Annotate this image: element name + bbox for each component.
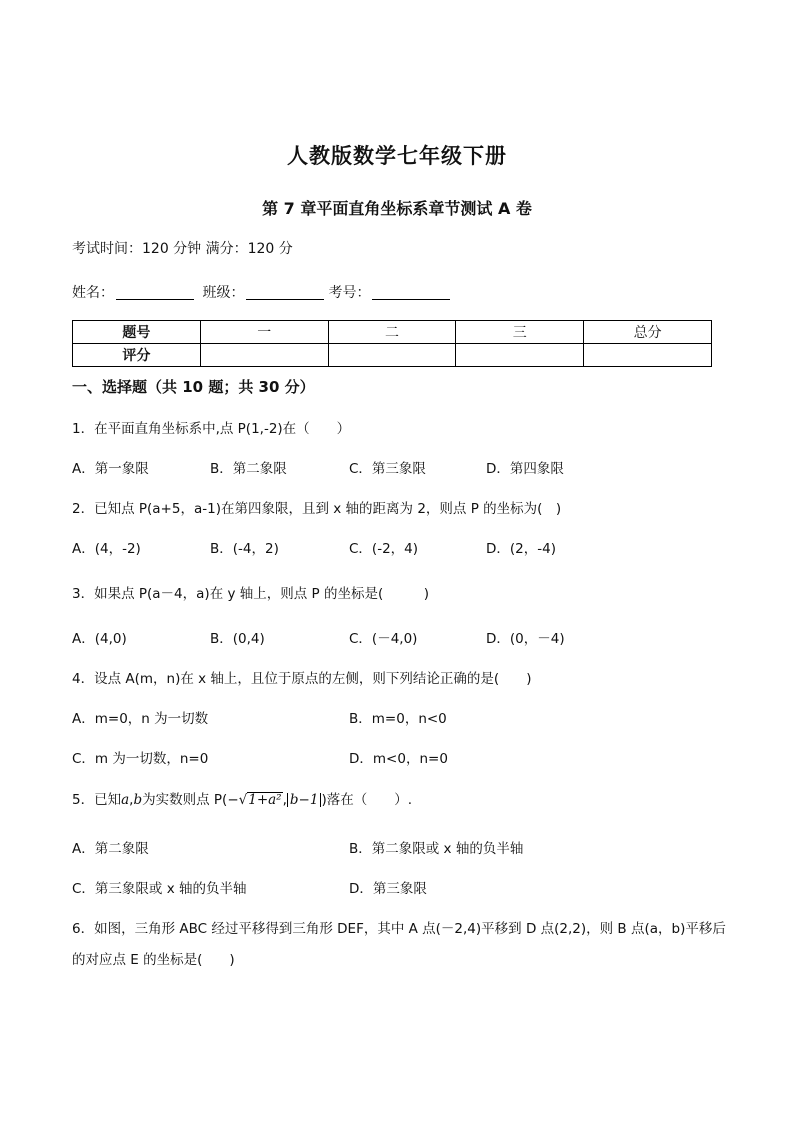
question-5-options-row-2 [72,877,722,897]
question-1-options [72,457,722,477]
score-cell [456,344,584,367]
option-c: C．第三象限 [349,461,426,477]
option-c: C．(-2，4) [349,541,419,557]
number-blank [372,285,450,300]
option-d: D．(2，-4) [486,541,556,557]
option-d: D．m<0，n=0 [349,751,448,767]
option-a: A．(4，-2) [72,541,141,557]
question-4-options-row-2 [72,747,722,767]
comma: , [129,792,134,808]
question-2-options [72,537,722,557]
page-subtitle: 第 7 章平面直角坐标系章节测试 A 卷 [262,199,532,218]
option-c: C．第三象限或 x 轴的负半轴 [72,881,247,897]
comma: , [282,792,287,808]
question-2: 2．已知点 P(a+5，a-1)在第四象限，且到 x 轴的距离为 2，则点 P 的坐标为( ) [72,501,562,517]
option-d: D．第四象限 [486,461,564,477]
option-b: B．m=0，n<0 [349,711,447,727]
class-label: 班级： [202,285,245,301]
score-cell [200,344,328,367]
question-3: 3．如果点 P(a－4，a)在 y 轴上，则点 P 的坐标是( ) [72,586,430,602]
page-title: 人教版数学七年级下册 [287,144,507,168]
option-a: A．第一象限 [72,461,149,477]
option-b: B．(-4，2) [210,541,279,557]
question-1: 1．在平面直角坐标系中,点 P(1,-2)在（ ） [72,421,351,437]
question-4: 4．设点 A(m，n)在 x 轴上，且位于原点的左侧，则下列结论正确的是( ) [72,671,532,687]
score-cell [328,344,456,367]
score-cell [584,344,712,367]
sqrt-expression: 1+a² [248,792,282,808]
question-6-line-2: 的对应点 E 的坐标是( ) [72,952,235,968]
question-6-line-1: 6．如图，三角形 ABC 经过平移得到三角形 DEF，其中 A 点(－2,4)平移到 D 点(2,2)，则 B 点(a，b)平移后 [72,921,726,937]
question-5 [72,788,412,808]
section-heading: 一、选择题（共 10 题；共 30 分） [72,378,315,396]
option-a: A．第二象限 [72,841,149,857]
option-d: D．第三象限 [349,881,427,897]
option-a: A．m=0，n 为一切数 [72,711,209,727]
question-4-options-row-1 [72,707,722,727]
score-table-row [73,344,712,367]
score-header-cell: 三 [456,321,584,344]
name-label: 姓名： [72,285,114,301]
student-info [72,282,454,302]
question-5-text: )落在（ ）. [321,792,413,808]
option-c: C．(－4,0) [349,631,418,647]
question-5-text: 为实数则点 P( [142,792,228,808]
option-b: B．第二象限 [210,461,287,477]
score-header-cell: 总分 [584,321,712,344]
minus-sign: − [227,792,239,808]
math-var-b: b [133,792,143,808]
math-var-a: a [121,792,130,808]
score-header-cell: 一 [200,321,328,344]
option-d: D．(0，－4) [486,631,565,647]
score-table [72,320,712,367]
score-header-cell: 题号 [73,321,201,344]
score-row-label: 评分 [73,344,201,367]
score-header-cell: 二 [328,321,456,344]
option-b: B．(0,4) [210,631,265,647]
name-blank [116,285,194,300]
option-c: C．m 为一切数，n=0 [72,751,209,767]
number-label: 考号： [328,285,371,301]
abs-expression: b−1 [287,793,322,807]
question-5-text: 5．已知 [72,792,122,808]
exam-info: 考试时间：120 分钟 满分：120 分 [72,241,293,257]
question-3-options [72,627,722,647]
question-5-options-row-1 [72,837,722,857]
score-table-header-row [73,321,712,344]
sqrt-icon: √ [238,792,248,808]
option-a: A．(4,0) [72,631,127,647]
option-b: B．第二象限或 x 轴的负半轴 [349,841,524,857]
class-blank [246,285,324,300]
